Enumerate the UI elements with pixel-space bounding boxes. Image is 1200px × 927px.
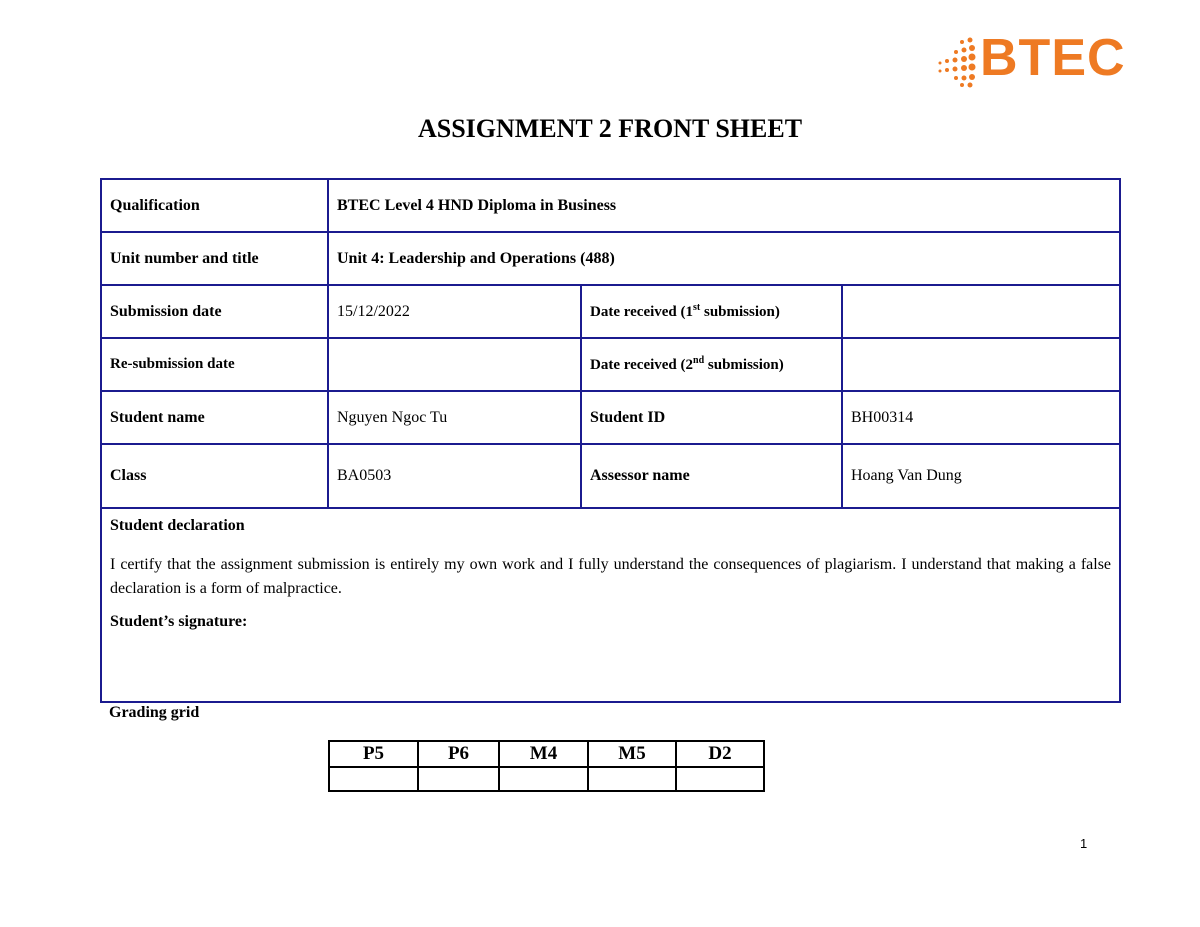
- front-sheet-table: [100, 178, 1121, 703]
- btec-logo: [934, 29, 1126, 94]
- date-received-2-label: [581, 338, 842, 391]
- submission-date-value: 15/12/2022: [328, 285, 581, 338]
- class-value: BA0503: [328, 444, 581, 508]
- grade-header-m4: M4: [499, 741, 588, 767]
- grading-grid-label: Grading grid: [109, 704, 200, 721]
- qualification-value: BTEC Level 4 HND Diploma in Business: [328, 179, 1120, 232]
- table-row: [101, 444, 1120, 508]
- grade-header-m5: M5: [588, 741, 676, 767]
- grading-header-row: [329, 741, 764, 767]
- assessor-name-value: Hoang Van Dung: [842, 444, 1120, 508]
- declaration-heading: Student declaration: [110, 517, 245, 534]
- table-row: [101, 179, 1120, 232]
- date-received-2-suffix: submission): [704, 357, 784, 373]
- student-id-value: BH00314: [842, 391, 1120, 444]
- grade-header-p5: P5: [329, 741, 418, 767]
- resubmission-date-label: Re-submission date: [101, 338, 328, 391]
- table-row: [101, 391, 1120, 444]
- date-received-2-prefix: Date received (2: [590, 357, 694, 373]
- grading-value-row: [329, 767, 764, 791]
- grading-grid: [328, 740, 765, 792]
- table-row: [101, 508, 1120, 702]
- student-declaration: [101, 508, 1120, 702]
- student-name-label: Student name: [101, 391, 328, 444]
- date-received-2-sup: nd: [693, 355, 705, 366]
- page-number: 1: [1080, 836, 1088, 851]
- table-row: [101, 338, 1120, 391]
- resubmission-date-value: [328, 338, 581, 391]
- grade-header-d2: D2: [676, 741, 764, 767]
- date-received-1-suffix: submission): [700, 304, 780, 320]
- page-title: ASSIGNMENT 2 FRONT SHEET: [417, 114, 803, 143]
- dots-logo-icon: [934, 36, 978, 90]
- grade-cell-p6: [418, 767, 499, 791]
- table-row: [101, 285, 1120, 338]
- signature-label: Student’s signature:: [110, 613, 248, 630]
- student-id-label: Student ID: [581, 391, 842, 444]
- class-label: Class: [101, 444, 328, 508]
- grade-cell-p5: [329, 767, 418, 791]
- submission-date-label: Submission date: [101, 285, 328, 338]
- date-received-2-value: [842, 338, 1120, 391]
- qualification-label: Qualification: [101, 179, 328, 232]
- grade-cell-m5: [588, 767, 676, 791]
- grade-cell-m4: [499, 767, 588, 791]
- student-name-value: Nguyen Ngoc Tu: [328, 391, 581, 444]
- date-received-1-sup: st: [693, 302, 701, 313]
- assessor-name-label: Assessor name: [581, 444, 842, 508]
- unit-value: Unit 4: Leadership and Operations (488): [328, 232, 1120, 285]
- date-received-1-prefix: Date received (1: [590, 304, 694, 320]
- grade-cell-d2: [676, 767, 764, 791]
- logo-wordmark: BTEC: [980, 29, 1126, 87]
- date-received-1-label: [581, 285, 842, 338]
- date-received-1-value: [842, 285, 1120, 338]
- grade-header-p6: P6: [418, 741, 499, 767]
- unit-label: Unit number and title: [101, 232, 328, 285]
- table-row: [101, 232, 1120, 285]
- declaration-text: I certify that the assignment submission is entirely my own work and I fully understand the consequences of plagiarism. I understand that making a false declaration is a form of malpractice.: [110, 556, 1112, 597]
